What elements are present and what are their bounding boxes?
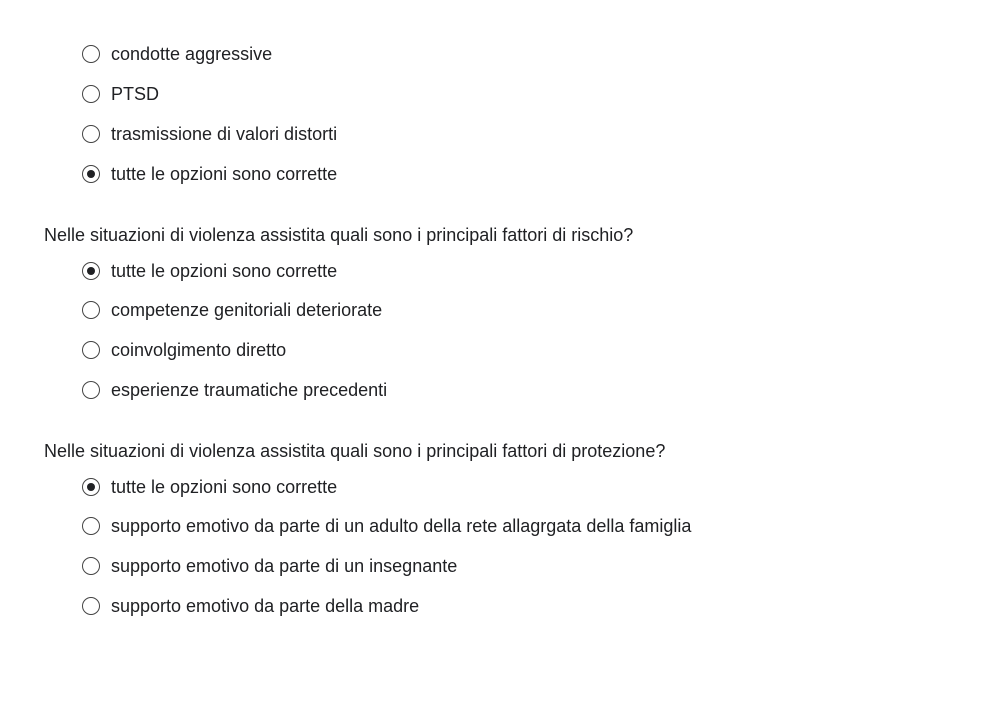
question-1-option-4[interactable]: [82, 162, 337, 186]
question-2-option-4[interactable]: [82, 378, 387, 402]
radio-button-icon[interactable]: [82, 301, 100, 319]
option-label: esperienze traumatiche precedenti: [111, 380, 388, 400]
radio-button-icon[interactable]: [82, 341, 100, 359]
question-2-option-1[interactable]: [82, 259, 337, 283]
question-2-option-2[interactable]: [82, 298, 382, 322]
radio-button-icon[interactable]: [82, 597, 100, 615]
radio-button-icon[interactable]: [82, 85, 100, 103]
question-1-option-1[interactable]: [82, 42, 272, 66]
question-1-option-3[interactable]: [82, 122, 337, 146]
question-text: Nelle situazioni di violenza assistita quali sono i principali fattori di rischio?: [44, 225, 634, 245]
question-3-option-4[interactable]: [82, 594, 419, 618]
option-label: supporto emotivo da parte di un insegnante: [111, 556, 458, 576]
question-text: Nelle situazioni di violenza assistita quali sono i principali fattori di protezione?: [44, 441, 666, 461]
option-label: condotte aggressive: [111, 44, 273, 64]
radio-button-icon[interactable]: [82, 45, 100, 63]
radio-button-icon[interactable]: [82, 517, 100, 535]
option-label: competenze genitoriali deteriorate: [111, 300, 383, 320]
radio-button-icon[interactable]: [82, 557, 100, 575]
option-label: PTSD: [111, 84, 160, 104]
radio-button-icon[interactable]: [82, 262, 100, 280]
option-label: trasmissione di valori distorti: [111, 124, 338, 144]
option-label: supporto emotivo da parte della madre: [111, 596, 420, 616]
radio-button-icon[interactable]: [82, 165, 100, 183]
question-1-option-2[interactable]: [82, 82, 159, 106]
option-label: tutte le opzioni sono corrette: [111, 261, 338, 281]
option-label: tutte le opzioni sono corrette: [111, 477, 338, 497]
option-label: supporto emotivo da parte di un adulto della rete allagrgata della famiglia: [111, 516, 692, 536]
question-3-option-2[interactable]: [82, 514, 691, 538]
question-2-option-3[interactable]: [82, 338, 286, 362]
radio-button-icon[interactable]: [82, 125, 100, 143]
question-3-option-3[interactable]: [82, 554, 457, 578]
radio-button-icon[interactable]: [82, 381, 100, 399]
radio-button-icon[interactable]: [82, 478, 100, 496]
option-label: coinvolgimento diretto: [111, 340, 287, 360]
option-label: tutte le opzioni sono corrette: [111, 164, 338, 184]
question-3-option-1[interactable]: [82, 475, 337, 499]
